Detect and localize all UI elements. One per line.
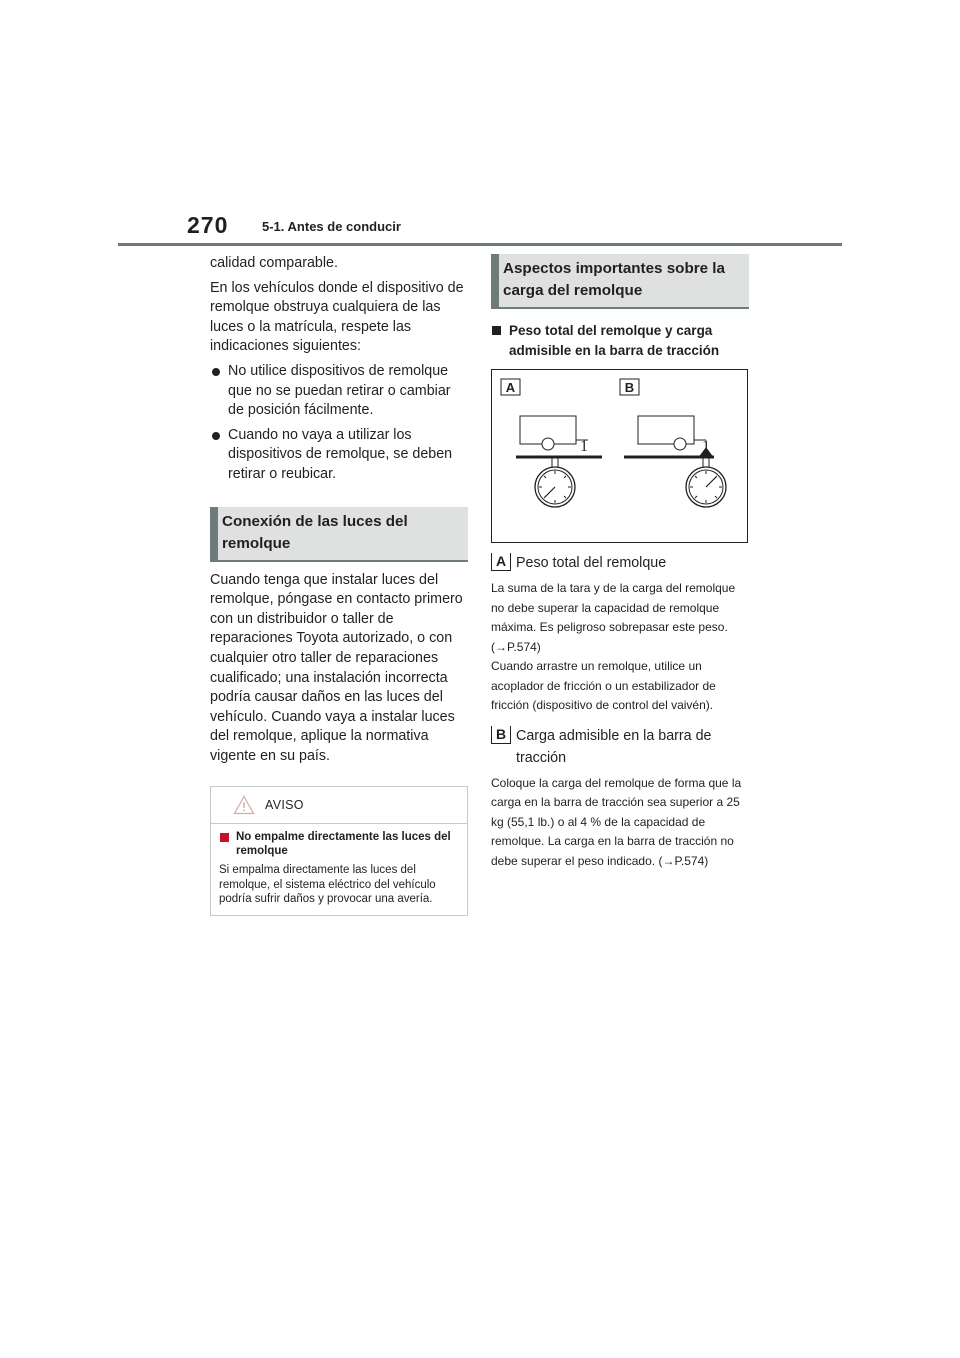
marker-a: 1	[580, 438, 588, 455]
item-a-text-2: Cuando arrastre un remolque, utilice un acoplador de fricción o un estabilizador de fricción (dispositivo de control del vaivén).	[491, 659, 716, 712]
warning-triangle-icon	[233, 795, 255, 815]
warning-subtitle: No empalme directamente las luces del remolque	[219, 830, 459, 858]
item-a-tag: A	[491, 553, 511, 571]
paragraph-continuation: calidad comparable.	[210, 255, 338, 271]
trailer-a	[516, 416, 602, 507]
item-b-title-row	[491, 725, 749, 769]
item-a-title: Peso total del remolque	[516, 555, 667, 571]
paragraph-luces: Cuando tenga que instalar luces del remolque, póngase en contacto primero con un distribuidor o taller de reparaciones Toyota autorizado, o con cualquier otro taller de reparaciones cualificado; una instalación incorrecta podría causar daños en las luces del vehículo. Cuando vaya a instalar luces del remolque, aplique la normativa vigente en su país.	[210, 571, 463, 764]
trailer-load-diagram	[492, 370, 747, 542]
trailer-load-illustration	[491, 369, 748, 543]
figure-label-a: A	[505, 380, 516, 395]
warning-divider	[211, 823, 467, 824]
section-heading-luces: Conexión de las luces del remolque	[210, 507, 468, 562]
marker-b: 1	[702, 438, 710, 455]
bullet-item: Cuando no vaya a utilizar los dispositivos de remolque, se deben retirar o reubicar.	[210, 426, 468, 485]
warning-body: Si empalma directamente las luces del remolque, el sistema eléctrico del vehículo podría sufrir daños y provocar una avería.	[219, 864, 436, 906]
item-a-title-row	[491, 552, 749, 574]
left-column	[210, 254, 468, 916]
section-title: 5-1. Antes de conducir	[262, 219, 401, 234]
figure-label-b: B	[624, 380, 635, 395]
warning-header	[219, 793, 459, 817]
item-b-text: Coloque la carga del remolque de forma que la carga en la barra de tracción sea superior a 25 kg (55,1 lb.) o al 4 % de la capacidad de remolque. La carga en la barra de tracción no debe superar el peso indicado. (→P.574)	[491, 775, 742, 868]
bullet-item: No utilice dispositivos de remolque que no se puedan retirar o cambiar de posición fácilmente.	[210, 362, 468, 421]
paragraph-intro: En los vehículos donde el dispositivo de remolque obstruya cualquiera de las luces o la matrícula, respete las indicaciones siguientes:	[210, 279, 464, 355]
warning-title: AVISO	[265, 798, 304, 813]
item-a-text: La suma de la tara y de la carga del remolque no debe superar la capacidad de remolque máxima. Es peligroso sobrepasar este peso. (→P.574)	[491, 581, 736, 654]
item-b-title: Carga admisible en la barra de tracción	[516, 727, 712, 766]
header-rule	[118, 243, 842, 246]
section-heading-carga: Aspectos importantes sobre la carga del remolque	[491, 254, 749, 309]
subheading-peso-total: Peso total del remolque y carga admisible en la barra de tracción	[491, 321, 749, 361]
warning-box	[210, 786, 468, 915]
page-number: 270	[187, 212, 229, 238]
item-b-tag: B	[491, 726, 511, 744]
right-column	[491, 254, 749, 871]
trailer-b	[624, 416, 726, 507]
